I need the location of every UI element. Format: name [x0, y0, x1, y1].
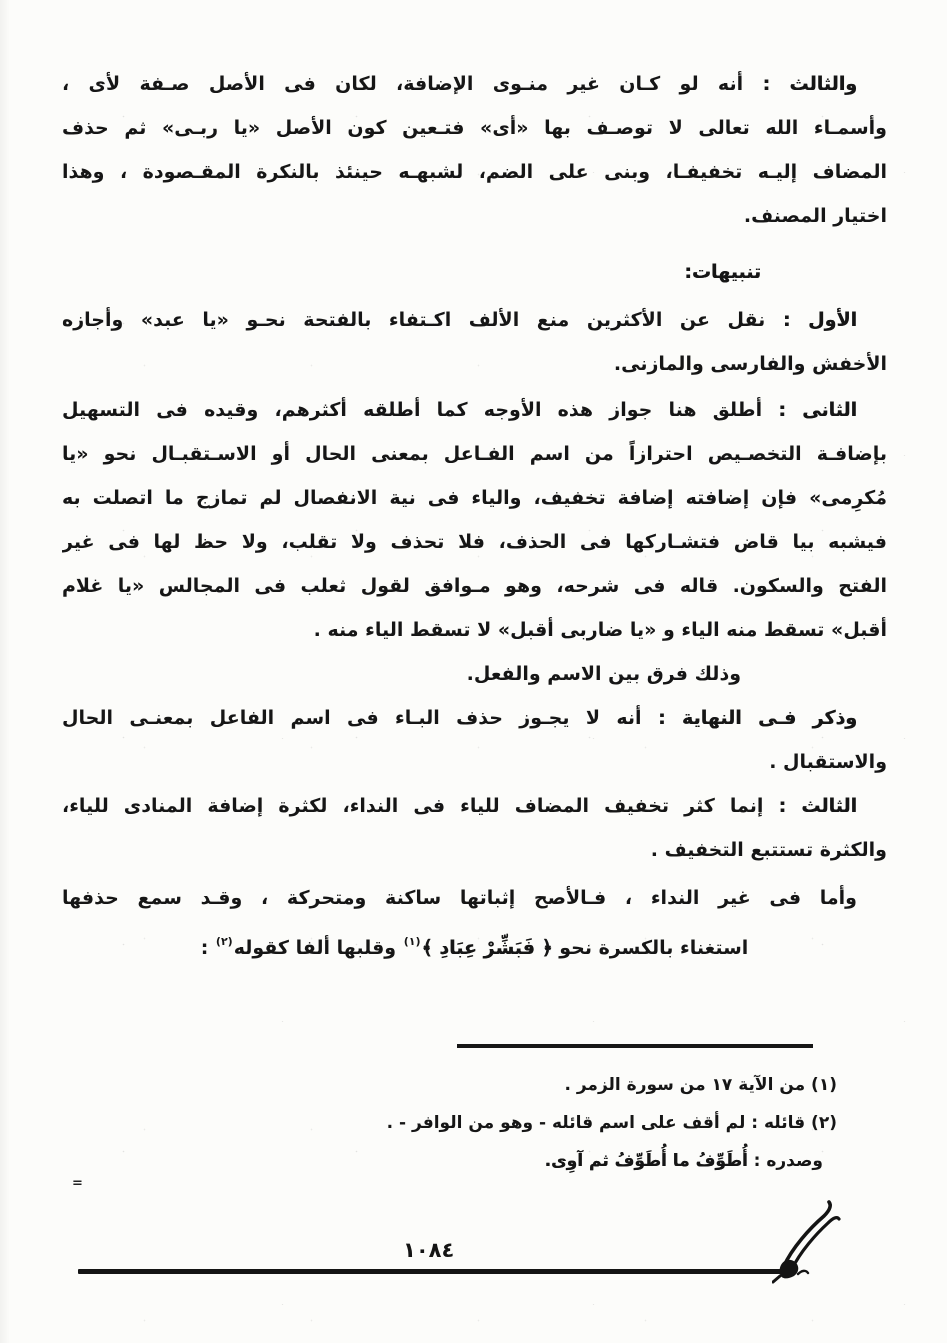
line-text: والاستقبال .	[769, 751, 887, 773]
paragraph-lead: وذكر فـى النهاية :	[657, 707, 857, 729]
text-line	[62, 520, 887, 564]
line-text: والكثرة تستتبع التخفيف .	[650, 839, 887, 861]
paragraph-lead: الأول :	[782, 309, 857, 331]
footnote-2	[386, 1104, 837, 1142]
text-line	[62, 876, 887, 920]
footnote-text: (١) من الآية ١٧ من سورة الزمر .	[564, 1075, 837, 1095]
footnote-2-verse	[407, 1142, 837, 1180]
margin-equals-mark: =	[72, 1176, 82, 1191]
line-text: إنما كثر تخفيف المضاف للياء فى النداء، لكثرة إضافة المنادى للياء،	[62, 795, 764, 817]
line-text: نقل عن الأكثرين منع الألف اكـتفاء بالفتحة نحـو «يا عبد» وأجازه	[62, 309, 766, 331]
text-line	[62, 342, 887, 386]
text-line	[62, 150, 887, 194]
line-text: وأما فى غير النداء ، فـالأصح إثباتها ساكنة ومتحركة ، وقـد سمع حذفها	[62, 887, 857, 909]
line-text: مُكرِمى» فإن إضافته إضافة تخفيف، والياء فى نية الانفصال لم تمازج ما اتصلت به	[62, 487, 887, 509]
footnote-text: وصدره :	[747, 1151, 823, 1171]
line-text: المضاف إليـه تخفيفـا، وبنى على الضم، لشبهـه حينئذ بالنكرة المقـصودة ، وهذا	[62, 161, 887, 183]
heading-text: تنبيهات:	[684, 261, 761, 283]
text-line-with-quran-quote	[62, 920, 887, 964]
footnote-marker-2: (٢)	[215, 935, 233, 948]
paragraph-distinction	[62, 652, 887, 696]
scan-edge-shadow	[0, 0, 10, 1343]
footnotes-block	[386, 1066, 837, 1180]
paragraph-lead: والثالث :	[762, 73, 857, 95]
text-line	[62, 432, 887, 476]
line-text: فيشبه بيا قاض فتشـاركها فى الحذف، فلا تحذف ولا تقلب، ولا حظ لها فى غير	[62, 531, 887, 553]
paragraph-second-note	[62, 388, 887, 652]
paragraph-lead: الثانى :	[778, 399, 857, 421]
line-text: استغناء بالكسرة نحو	[552, 937, 749, 959]
line-text: وقلبها ألفا كقوله	[233, 937, 403, 959]
text-line	[62, 784, 887, 828]
footer-rule	[78, 1269, 784, 1274]
text-line	[62, 62, 887, 106]
footnote-text: (٢) قائله : لم أقف على اسم قائله - وهو من الوافر - .	[386, 1113, 837, 1133]
line-text: بإضافـة التخصـيص احترازاً من اسم الفـاعل بمعنى الحال أو الاسـتقبـال نحو «يا	[62, 443, 887, 465]
line-text: وأسمـاء الله تعالى لا توصـف بها «أى» فتـعين كون الأصل «يا ربـى» ثم حذف	[62, 117, 887, 139]
text-line	[62, 476, 887, 520]
main-text-column	[62, 62, 887, 964]
paragraph-third-reason	[62, 62, 887, 238]
line-text: الأخفش والفارسى والمازنى.	[613, 353, 887, 375]
text-line	[62, 828, 887, 872]
text-line	[62, 388, 887, 432]
line-text: أنه لا يجـوز حذف البـاء فى اسم الفاعل بمعنـى الحال	[62, 707, 642, 729]
text-line	[62, 608, 887, 652]
line-text: وذلك فرق بين الاسم والفعل.	[466, 663, 741, 685]
text-line	[62, 194, 887, 238]
quran-quote: ﴿ فَبَشِّرْ عِبَادِ ﴾	[421, 937, 553, 959]
text-line	[62, 564, 887, 608]
line-text: أقبل» تسقط منه الياء و «يا ضاربى أقبل» لا تسقط الياء منه .	[313, 619, 887, 641]
line-text: أنه لو كـان غير منـوى الإضافة، لكان فى الأصل صـفة لأى ،	[62, 73, 744, 95]
text-line	[62, 740, 887, 784]
text-line	[62, 696, 887, 740]
paragraph-nihaya-quote	[62, 696, 887, 784]
paragraph-outside-vocative	[62, 876, 887, 964]
footnote-marker-1: (١)	[403, 935, 421, 948]
paragraph-first-note	[62, 298, 887, 386]
section-heading-tanbihat	[62, 250, 887, 294]
line-text: اختيار المصنف.	[743, 205, 887, 227]
footnote-separator-rule	[457, 1044, 813, 1048]
verse-text: أُطَوِّفُ ما أُطَوِّفُ ثم آوِى.	[544, 1151, 748, 1171]
text-line	[62, 298, 887, 342]
line-text: الفتح والسكون. قاله فى شرحه، وهو مـوافق لقول ثعلب فى المجالس «يا غلام	[62, 575, 887, 597]
line-text: :	[200, 937, 215, 959]
page-number: ١٠٨٤	[403, 1238, 455, 1262]
paragraph-third-note	[62, 784, 887, 872]
line-text: أطلق هنا جواز هذه الأوجه كما أطلقه أكثرهم، وقيده فى التسهيل	[62, 399, 763, 421]
pen-scribble-flourish	[772, 1196, 857, 1288]
paragraph-lead: الثالث :	[778, 795, 857, 817]
text-line	[62, 106, 887, 150]
footnote-1	[407, 1066, 837, 1104]
